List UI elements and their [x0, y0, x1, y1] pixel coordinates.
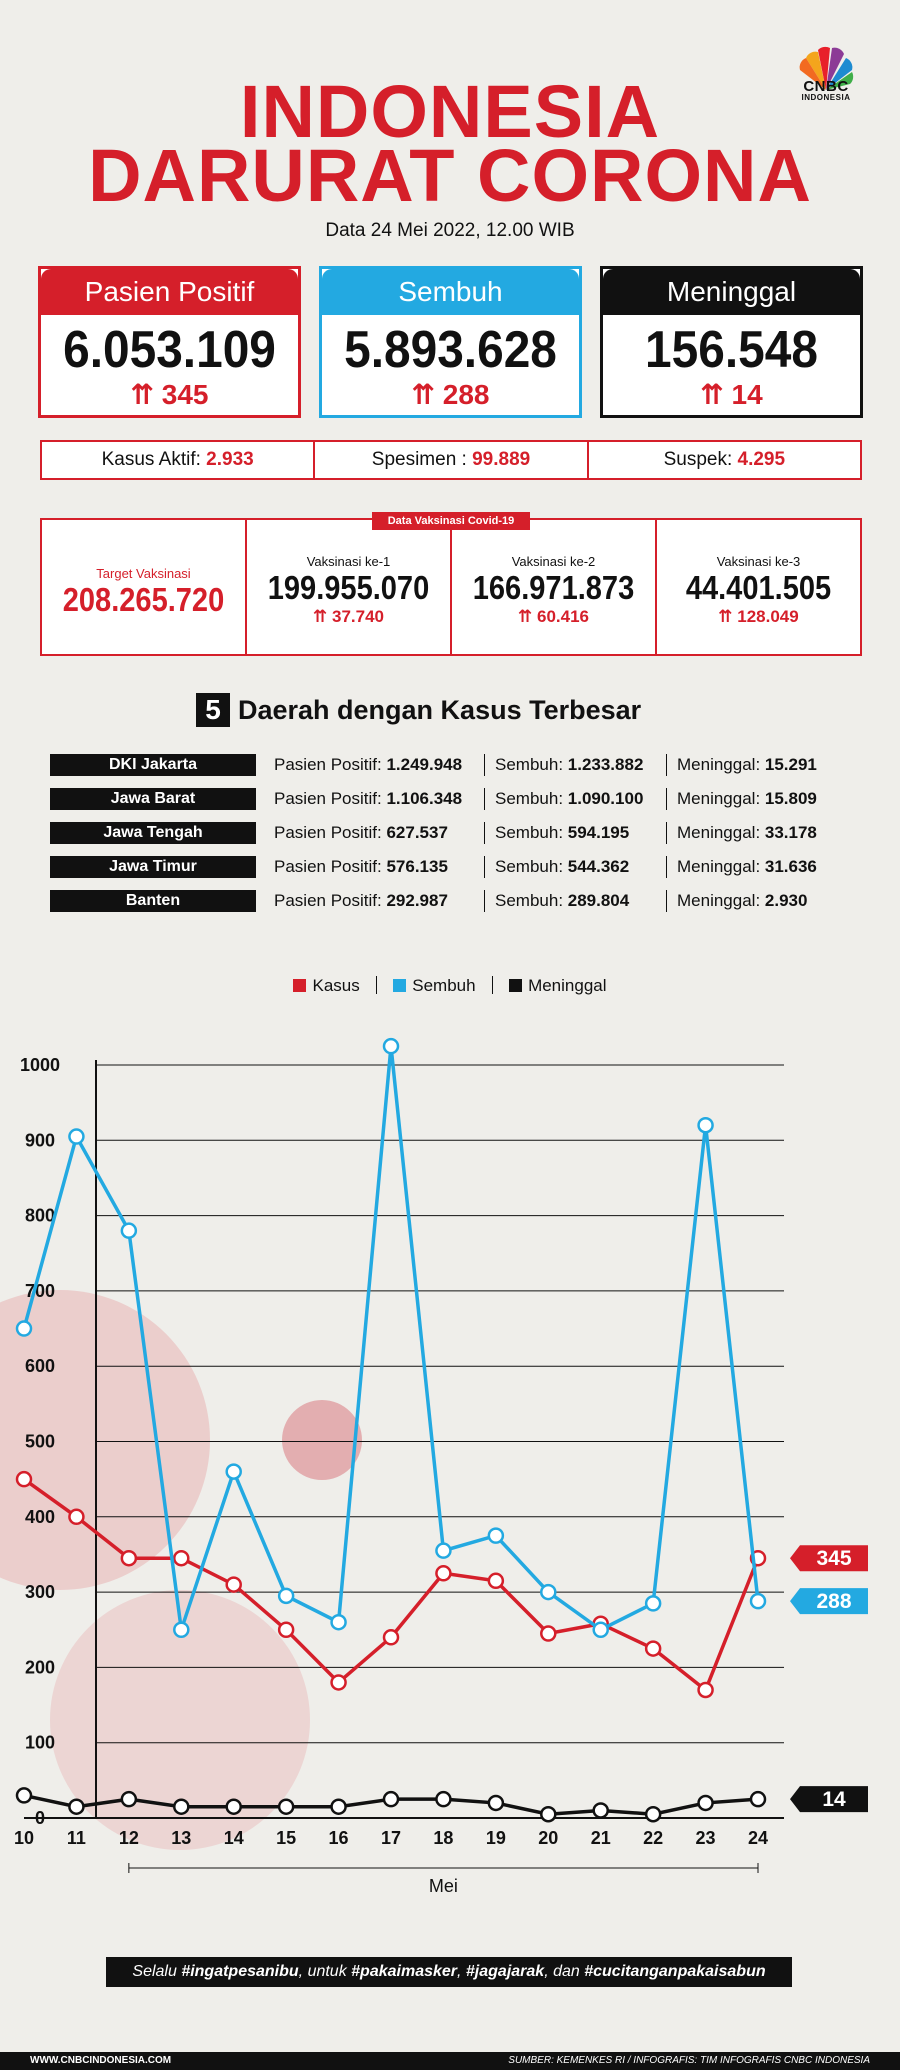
x-tick-label: 10	[13, 1828, 35, 1848]
legend-item: Kasus	[293, 976, 359, 996]
data-point	[699, 1683, 713, 1697]
region-name: Banten	[50, 890, 256, 912]
x-tick-label: 20	[538, 1828, 559, 1848]
x-tick-label: 16	[328, 1828, 349, 1848]
virus-texture-icon	[282, 1400, 362, 1480]
spesimen: Spesimen : 99.889	[315, 442, 588, 478]
region-name: DKI Jakarta	[50, 754, 256, 776]
region-meninggal: Meninggal: 31.636	[666, 856, 817, 878]
logo-wordmark: CNBC	[803, 78, 849, 95]
x-tick-label: 17	[380, 1828, 402, 1848]
data-point	[227, 1465, 241, 1479]
y-tick-label: 400	[24, 1506, 56, 1527]
region-meninggal: Meninggal: 15.291	[666, 754, 817, 776]
legend-item: Meninggal	[509, 976, 606, 996]
data-point	[751, 1792, 765, 1806]
y-tick-label: 600	[24, 1356, 56, 1377]
region-row	[50, 785, 850, 819]
data-point	[69, 1800, 83, 1814]
data-point	[332, 1800, 346, 1814]
data-point	[436, 1566, 450, 1580]
stat-delta: ⇈ 14	[700, 379, 763, 410]
region-name: Jawa Timur	[50, 856, 256, 878]
footer	[0, 2052, 900, 2070]
legend-separator	[492, 976, 494, 994]
x-tick-label: 23	[695, 1828, 716, 1848]
vaksin-target: Target Vaksinasi 208.265.720	[42, 520, 247, 654]
data-point	[594, 1803, 608, 1817]
data-point	[646, 1807, 660, 1821]
data-point	[332, 1675, 346, 1689]
x-tick-label: 14	[223, 1828, 244, 1848]
data-point	[436, 1792, 450, 1806]
y-tick-label: 700	[24, 1280, 56, 1301]
double-chevron-up-icon: ⇈	[411, 379, 435, 410]
data-point	[122, 1551, 136, 1565]
data-date: Data 24 Mei 2022, 12.00 WIB	[325, 220, 575, 241]
data-point	[541, 1585, 555, 1599]
x-tick-label: 13	[171, 1828, 192, 1848]
double-chevron-up-icon: ⇈	[700, 379, 724, 410]
legend-swatch	[293, 979, 306, 992]
data-point	[69, 1510, 83, 1524]
regions-table	[50, 751, 850, 921]
region-positif: Pasien Positif: 1.106.348	[274, 789, 463, 808]
region-name: Jawa Tengah	[50, 822, 256, 844]
data-point	[17, 1788, 31, 1802]
x-tick-label: 18	[433, 1828, 454, 1848]
y-tick-label: 100	[24, 1732, 56, 1753]
data-point	[122, 1224, 136, 1238]
data-point	[646, 1642, 660, 1656]
data-point	[17, 1322, 31, 1336]
y-tick-label: 0	[34, 1808, 46, 1828]
data-point	[541, 1627, 555, 1641]
x-tick-label: 15	[276, 1828, 297, 1848]
data-point	[174, 1800, 188, 1814]
data-point	[541, 1807, 555, 1821]
stat-label: Pasien Positif	[41, 269, 298, 315]
data-point	[332, 1615, 346, 1629]
chart-legend	[0, 976, 900, 996]
stat-value: 156.548	[645, 321, 818, 379]
double-chevron-up-icon: ⇈	[718, 607, 733, 626]
region-row	[50, 751, 850, 785]
stat-value: 5.893.628	[344, 321, 557, 379]
region-meninggal: Meninggal: 33.178	[666, 822, 817, 844]
region-sembuh: Sembuh: 594.195	[484, 822, 629, 844]
page-title-line1: INDONESIA	[239, 70, 661, 153]
data-point	[279, 1623, 293, 1637]
data-point	[436, 1544, 450, 1558]
y-tick-label: 1000	[19, 1055, 61, 1075]
secondary-stats-row	[40, 440, 862, 480]
stat-value: 6.053.109	[63, 321, 276, 379]
page-title-line2: DARURAT CORONA	[88, 134, 812, 217]
data-point	[699, 1796, 713, 1810]
region-meninggal: Meninggal: 15.809	[666, 788, 817, 810]
stat-label: Meninggal	[603, 269, 860, 315]
kasus-aktif: Kasus Aktif: 2.933	[42, 442, 315, 478]
data-point	[227, 1800, 241, 1814]
legend-item: Sembuh	[393, 976, 475, 996]
slogan-banner: Selalu #ingatpesanibu, untuk #pakaimasker, #jagajarak, dan #cucitanganpakaisabun	[106, 1957, 792, 1987]
region-positif: Pasien Positif: 292.987	[274, 891, 448, 910]
logo-sub: INDONESIA	[801, 93, 851, 102]
region-sembuh: Sembuh: 1.233.882	[484, 754, 643, 776]
data-point	[384, 1630, 398, 1644]
data-point	[384, 1792, 398, 1806]
region-positif: Pasien Positif: 576.135	[274, 857, 448, 876]
regions-heading: 5 Daerah dengan Kasus Terbesar	[196, 692, 641, 728]
suspek: Suspek: 4.295	[663, 449, 786, 470]
stat-delta: ⇈ 288	[411, 379, 490, 410]
data-point	[489, 1796, 503, 1810]
vaksin-ke-1: Vaksinasi ke-1 199.955.070 ⇈ 37.740	[247, 520, 452, 654]
data-point	[69, 1130, 83, 1144]
end-value-label: 345	[816, 1547, 852, 1571]
stat-delta: ⇈ 345	[130, 379, 209, 410]
region-row	[50, 819, 850, 853]
region-sembuh: Sembuh: 289.804	[484, 890, 629, 912]
x-tick-label: 19	[485, 1828, 506, 1848]
x-tick-label: 11	[66, 1828, 86, 1848]
x-tick-label: 24	[747, 1828, 769, 1848]
data-point	[17, 1472, 31, 1486]
x-tick-label: 21	[590, 1828, 611, 1848]
double-chevron-up-icon: ⇈	[518, 607, 533, 626]
double-chevron-up-icon: ⇈	[130, 379, 154, 410]
double-chevron-up-icon: ⇈	[313, 607, 328, 626]
x-tick-label: 22	[643, 1828, 664, 1848]
data-point	[122, 1792, 136, 1806]
legend-separator	[376, 976, 378, 994]
vaccination-tag: Data Vaksinasi Covid-19	[372, 512, 530, 530]
data-point	[646, 1596, 660, 1610]
y-tick-label: 800	[24, 1205, 56, 1226]
region-sembuh: Sembuh: 544.362	[484, 856, 629, 878]
stat-card-positif	[38, 266, 301, 418]
y-tick-label: 500	[24, 1431, 56, 1452]
stat-card-meninggal	[600, 266, 863, 418]
data-point	[279, 1589, 293, 1603]
data-point	[594, 1623, 608, 1637]
data-point	[384, 1039, 398, 1053]
region-positif: Pasien Positif: 1.249.948	[274, 755, 463, 774]
vaksin-ke-2: Vaksinasi ke-2 166.971.873 ⇈ 60.416	[452, 520, 657, 654]
data-point	[227, 1578, 241, 1592]
end-value-label: 288	[816, 1590, 852, 1614]
data-point	[751, 1594, 765, 1608]
region-meninggal: Meninggal: 2.930	[666, 890, 807, 912]
data-point	[174, 1623, 188, 1637]
data-point	[489, 1574, 503, 1588]
y-tick-label: 200	[24, 1657, 56, 1678]
vaksin-ke-3: Vaksinasi ke-3 44.401.505 ⇈ 128.049	[685, 554, 832, 626]
y-tick-label: 300	[24, 1582, 56, 1603]
stat-card-sembuh	[319, 266, 582, 418]
data-point	[489, 1529, 503, 1543]
end-value-label: 14	[822, 1788, 846, 1812]
data-point	[699, 1118, 713, 1132]
region-positif: Pasien Positif: 627.537	[274, 823, 448, 842]
region-name: Jawa Barat	[50, 788, 256, 810]
footer-source: SUMBER: KEMENKES RI / INFOGRAFIS: TIM INFOGRAFIS CNBC INDONESIA	[508, 2055, 870, 2066]
data-point	[279, 1800, 293, 1814]
data-point	[174, 1551, 188, 1565]
region-sembuh: Sembuh: 1.090.100	[484, 788, 643, 810]
stat-label: Sembuh	[322, 269, 579, 315]
region-row	[50, 853, 850, 887]
legend-swatch	[509, 979, 522, 992]
x-tick-label: 12	[118, 1828, 139, 1848]
legend-swatch	[393, 979, 406, 992]
footer-url: WWW.CNBCINDONESIA.COM	[30, 2055, 172, 2066]
vaccination-panel	[40, 518, 862, 656]
daily-cases-line-chart	[0, 1020, 900, 1920]
region-row	[50, 887, 850, 921]
y-tick-label: 900	[24, 1130, 56, 1151]
x-axis-label: Mei	[428, 1876, 458, 1896]
